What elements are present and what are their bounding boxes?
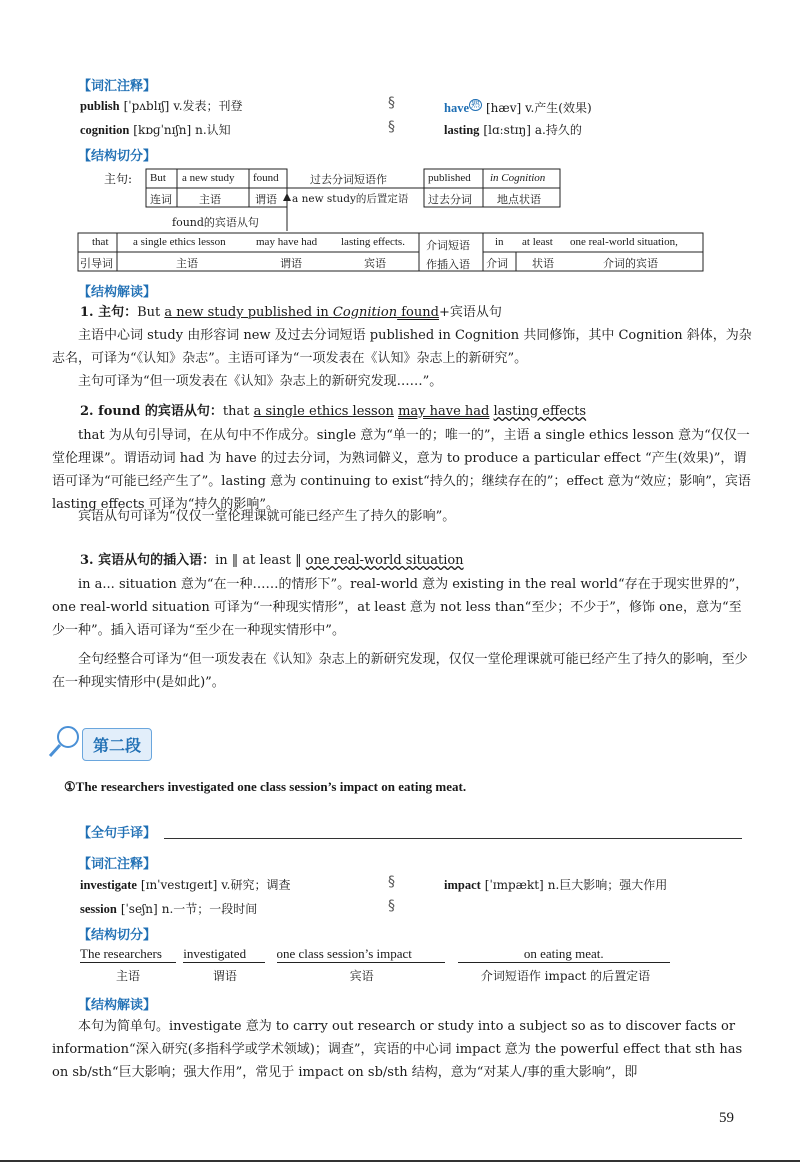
- analysis-heading-3: 3. 宾语从句的插入语：in ‖ at least ‖ one real-world situation: [80, 553, 464, 568]
- analysis-tag-2: 【结构解读】: [78, 998, 157, 1013]
- separator-mark: §: [388, 898, 395, 914]
- vocab-entry-lasting: lasting [lɑːstɪŋ] a.持久的: [444, 123, 582, 137]
- footer-rule: [0, 1160, 800, 1162]
- s2-label: 主语: [115, 969, 140, 983]
- diagram-label: 作插入语: [426, 258, 470, 271]
- diagram-word: that: [92, 236, 109, 248]
- translation-blank[interactable]: [164, 838, 742, 839]
- diagram-note: 介词短语: [426, 239, 470, 252]
- analysis-paragraph: in a... situation 意为“在一种……的情形下”。real-world 意为 existing in the real world“存在于现实世界的”，one real-world situation 可译为“一种现实情形”，at least 意为 not less than“至少；不少于”，修饰 one，意为“至少一种”。插入语可译为“至少在一种现实情形中”。: [52, 577, 749, 638]
- diagram-word: a single ethics lesson: [133, 236, 226, 248]
- analysis-paragraph: that 为从句引导词，在从句中不作成分。single 意为“单一的；唯一的”，主语 a single ethics lesson 意为“仅仅一堂伦理课”。谓语动词 had 为 have 的过去分词，为熟词僻义，意为 to produce a particular effect “产生(效果)”，谓语可译为“可能已经产生了”。lasting 意为 continuing to exist“持久的；继续存在的”；effect 意为“效应；影响”，宾语 lasting effects 可译为“持久的影响”。: [52, 428, 751, 512]
- vocab-entry-cognition: cognition [kɒɡˈnɪʃn] n.认知: [80, 123, 231, 137]
- analysis-paragraph: 主语中心词 study 由形容词 new 及过去分词短语 published in Cognition 共同修饰，其中 Cognition 斜体，为杂志名，可译为“《认知》杂志”。主语可译为“一项发表在《认知》杂志上的新研究”。: [52, 328, 752, 366]
- analysis-heading-1: 1. 主句：But a new study published in Cognition found+宾语从句: [80, 305, 502, 320]
- diagram-label: 主语: [199, 193, 221, 206]
- diagram-label: 谓语: [255, 193, 277, 206]
- s2-label: 介词短语作 impact 的后置定语: [480, 969, 651, 983]
- diagram-word: one real-world situation,: [570, 236, 678, 248]
- s2-label: 宾语: [349, 969, 374, 983]
- section2-sentence: ①The researchers investigated one class session’s impact on eating meat.: [64, 779, 467, 794]
- diagram-note: 过去分词短语作: [310, 173, 387, 186]
- diagram-word: at least: [522, 236, 553, 248]
- diagram-word: in Cognition: [490, 172, 546, 184]
- vocab-entry-have: have $^熟$ [hæv] v.产生(效果): [444, 100, 592, 116]
- s2-word: The researchers: [80, 946, 176, 963]
- s2-word: on eating meat.: [458, 946, 670, 963]
- diagram-label: 宾语: [364, 257, 386, 270]
- vocab-entry-publish: publish [ˈpʌblɪʃ] v.发表；刊登: [80, 99, 243, 113]
- translate-tag: 【全句手译】: [78, 826, 157, 841]
- analysis-paragraph: 本句为简单句。investigate 意为 to carry out research or study into a subject so as to discover facts or information“深入研究(多指科学或学术领域)；调查”，宾语的中心词 impact 意为 the powerful effect that sth has on sb/sth“巨大影响；强大作用”，常见于 impact on sb/sth 结构，意为“对某人/事的重大影响”，即: [52, 1019, 743, 1080]
- diagram-label: 介词的宾语: [603, 257, 658, 270]
- vocab-entry-investigate: investigate [ɪnˈvestɪɡeɪt] v.研究；调查: [80, 878, 291, 892]
- diagram-label: 地点状语: [497, 193, 541, 206]
- diagram-word: published: [428, 172, 471, 184]
- diagram-label: 介词: [486, 257, 508, 270]
- structure-tag-2: 【结构切分】: [78, 928, 157, 943]
- s2-word: one class session’s impact: [277, 946, 445, 963]
- diagram-label: a new study的后置定语: [292, 193, 409, 205]
- analysis-heading-2: 2. found 的宾语从句：that a single ethics lesson may have had lasting effects: [80, 404, 587, 419]
- diagram-label: 引导词: [80, 257, 113, 270]
- s2-label: 谓语: [212, 969, 237, 983]
- magnifier-icon: [46, 722, 86, 762]
- analysis-paragraph: 宾语从句可译为“仅仅一堂伦理课就可能已经产生了持久的影响”。: [78, 509, 456, 524]
- diagram-label: 状语: [532, 257, 554, 270]
- separator-mark: §: [388, 119, 395, 135]
- page-number: 59: [719, 1110, 734, 1126]
- diagram-label: 主语: [176, 257, 198, 270]
- main-clause-label: 主句:: [104, 172, 133, 186]
- diagram-word: found: [253, 172, 279, 184]
- vocab-tag-2: 【词汇注释】: [78, 857, 157, 872]
- vocab-tag: 【词汇注释】: [78, 79, 157, 94]
- vocab-entry-impact: impact [ˈɪmpækt] n.巨大影响；强大作用: [444, 878, 668, 892]
- diagram-word: a new study: [182, 172, 235, 184]
- s2-word: investigated: [183, 946, 265, 963]
- diagram-label: 过去分词: [428, 193, 472, 206]
- diagram-word: may have had: [256, 236, 318, 248]
- found-object-label: found的宾语从句: [172, 216, 259, 229]
- s2-diagram: [80, 946, 670, 963]
- vocab-entry-session: session [ˈseʃn] n.一节；一段时间: [80, 902, 258, 916]
- section-title: 第二段: [82, 728, 152, 761]
- structure-tag: 【结构切分】: [78, 149, 157, 164]
- diagram-word: But: [150, 172, 166, 184]
- analysis-paragraph: 主句可译为“但一项发表在《认知》杂志上的新研究发现……”。: [78, 374, 443, 389]
- diagram-label: 谓语: [280, 257, 302, 270]
- s2-labels: [80, 967, 671, 984]
- diagram-word: in: [495, 236, 504, 248]
- analysis-paragraph: 全句经整合可译为“但一项发表在《认知》杂志上的新研究发现，仅仅一堂伦理课就可能已经产生了持久的影响，至少在一种现实情形中(是如此)”。: [52, 652, 748, 690]
- diagram-word: lasting effects.: [341, 236, 405, 248]
- separator-mark: §: [388, 874, 395, 890]
- separator-mark: §: [388, 95, 395, 111]
- diagram-label: 连词: [150, 193, 172, 206]
- analysis-tag: 【结构解读】: [78, 285, 157, 300]
